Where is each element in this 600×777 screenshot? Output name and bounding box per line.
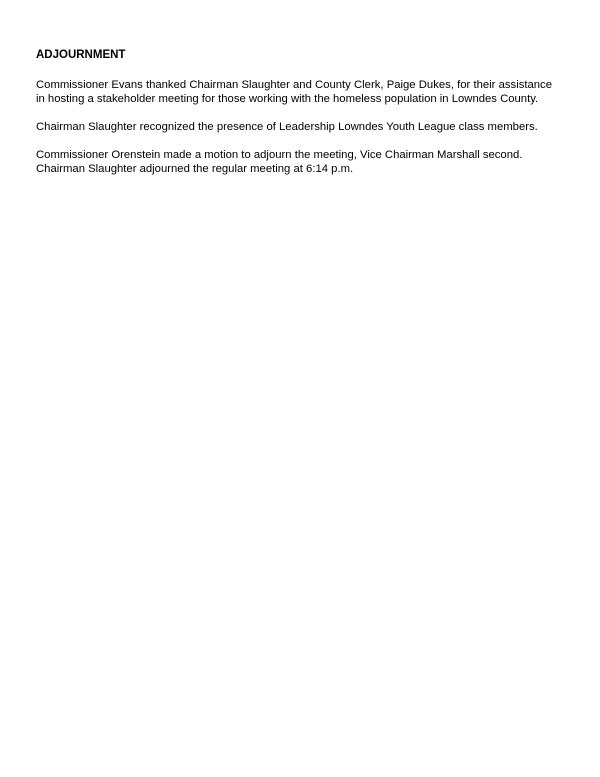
- paragraph-evans-thanks: Commissioner Evans thanked Chairman Slaughter and County Clerk, Paige Dukes, for their assistance in hosting a stakeholder meeting for those working with the homeless population in Lowndes County.: [36, 79, 552, 105]
- document-page: [36, 48, 552, 190]
- motion-line: Commissioner Orenstein made a motion to adjourn the meeting, Vice Chairman Marshall second.: [36, 149, 523, 161]
- section-heading: ADJOURNMENT: [36, 49, 126, 61]
- paragraph-adjournment: [36, 148, 552, 176]
- paragraph-recognition: Chairman Slaughter recognized the presence of Leadership Lowndes Youth League class members.: [36, 121, 538, 133]
- adjourned-line: Chairman Slaughter adjourned the regular meeting at 6:14 p.m.: [36, 163, 354, 175]
